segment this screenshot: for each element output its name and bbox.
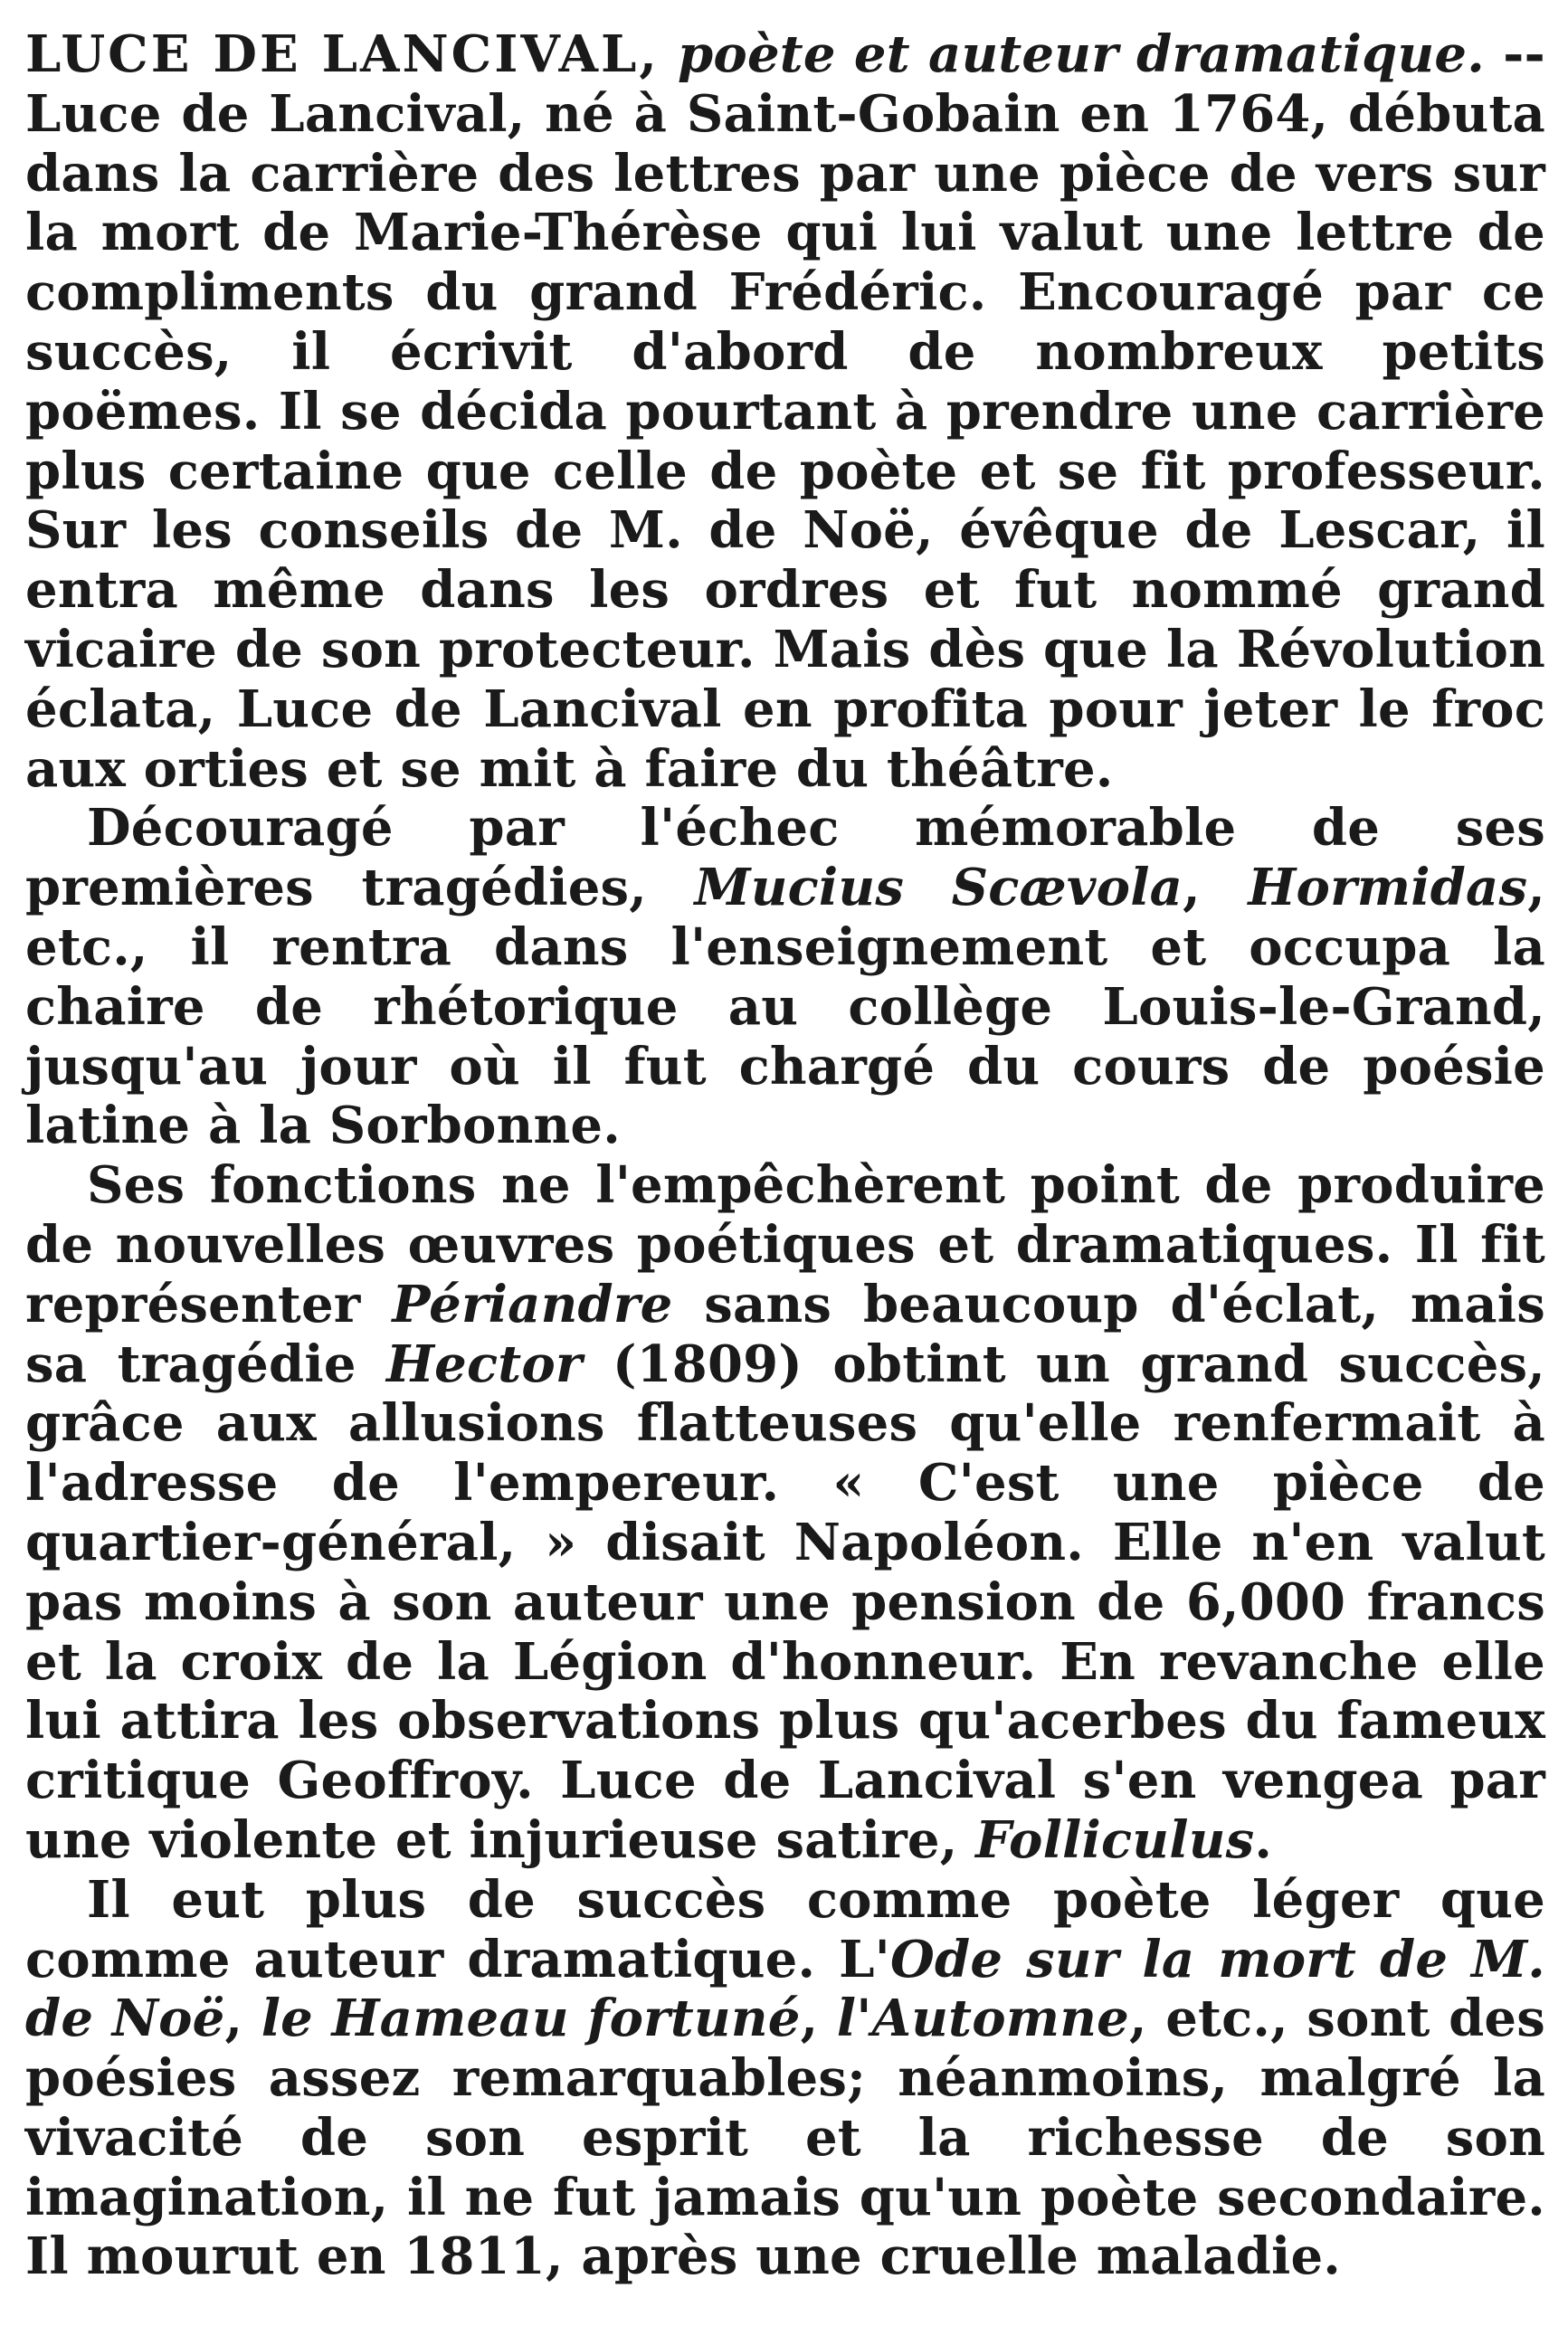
paragraph-4-text-b: , <box>224 1989 261 2049</box>
article-page <box>25 25 1545 2287</box>
paragraph-4-text-d: , etc., sont des poésies assez remarquables; néanmoins, malgré la vivacité de son esprit et la richesse de son imagination, il ne fut jamais qu'un poète secondaire. Il mourut en 1811, après une cruelle maladie. <box>25 1989 1545 2287</box>
work-title-periandre: Périandre <box>392 1274 673 1334</box>
paragraph-4-text-c: , <box>800 1989 837 2049</box>
paragraph-1 <box>25 25 1545 799</box>
work-title-automne: l'Automne <box>836 1989 1129 2049</box>
paragraph-3-text-d: . <box>1254 1809 1273 1870</box>
paragraph-2-text-c: , etc., il rentra dans l'enseignement et occupa la chaire de rhétorique au collège Louis-le-Grand, jusqu'au jour où il fut chargé du cours de poésie latine à la Sorbonne. <box>25 858 1545 1156</box>
paragraph-4 <box>25 1871 1545 2288</box>
work-title-hormidas: Hormidas <box>1248 858 1528 918</box>
work-title-ode: Ode sur la mort de M. de Noë <box>25 1929 1545 2049</box>
paragraph-2 <box>25 799 1545 1156</box>
paragraph-3 <box>25 1156 1545 1871</box>
paragraph-2-text-b: , <box>1183 858 1249 918</box>
paragraph-3-text-a: Ses fonctions ne l'empêchèrent point de produire de nouvelles œuvres poétiques et dramatiques. Il fit représenter <box>25 1155 1545 1334</box>
entry-subtitle: poète et auteur dramatique. <box>678 24 1485 84</box>
work-title-folliculus: Folliculus <box>975 1809 1255 1870</box>
paragraph-3-text-b: sans beaucoup d'éclat, mais sa tragédie <box>25 1274 1545 1394</box>
work-title-hameau-fortune: le Hameau fortuné <box>261 1989 801 2049</box>
paragraph-4-text-a: Il eut plus de succès comme poète léger que comme auteur dramatique. L' <box>25 1869 1545 1989</box>
paragraph-3-text-c: (1809) obtint un grand succès, grâce aux allusions flatteuses qu'elle renfermait à l'adresse de l'empereur. « C'est une pièce de quartier-général, » disait Napoléon. Elle n'en valut pas moins à son auteur une pension de 6,000 francs et la croix de la Légion d'honneur. En revanche elle lui attira les observations plus qu'acerbes du fameux critique Geoffroy. Luce de Lancival s'en vengea par une violente et injurieuse satire, <box>25 1334 1545 1870</box>
work-title-mucius-scaevola: Mucius Scævola <box>694 858 1183 918</box>
work-title-hector: Hector <box>386 1334 583 1394</box>
paragraph-1-text: -- Luce de Lancival, né à Saint-Gobain en 1764, débuta dans la carrière des lettres par une pièce de vers sur la mort de Marie-Thérèse qui lui valut une lettre de compliments du grand Frédéric. Encouragé par ce succès, il écrivit d'abord de nombreux petits poëmes. Il se décida pourtant à prendre une carrière plus certaine que celle de poète et se fit professeur. Sur les conseils de M. de Noë, évêque de Lescar, il entra même dans les ordres et fut nommé grand vicaire de son protecteur. Mais dès que la Révolution éclata, Luce de Lancival en profita pour jeter le froc aux orties et se mit à faire du théâtre. <box>25 24 1545 799</box>
paragraph-2-text-a: Découragé par l'échec mémorable de ses premières tragédies, <box>25 798 1545 918</box>
entry-heading: LUCE DE LANCIVAL, <box>25 24 660 84</box>
